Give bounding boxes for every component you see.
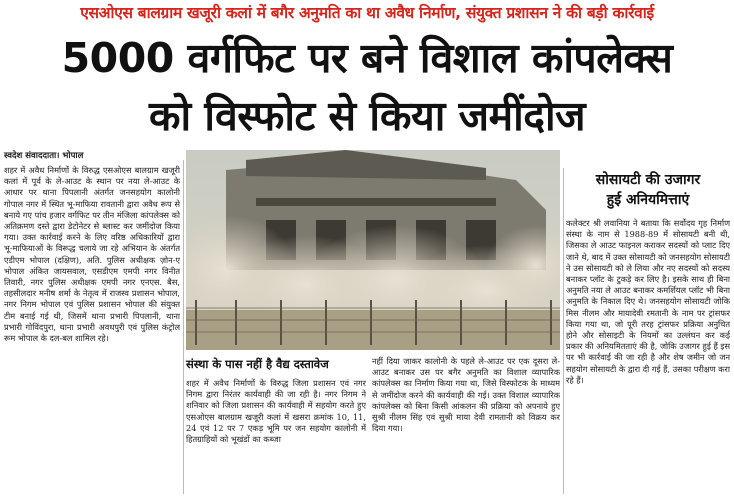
main-headline-line-1: 5000 वर्गफिट पर बने विशाल कांपलेक्स bbox=[61, 34, 673, 82]
news-photo bbox=[186, 150, 560, 350]
column-divider bbox=[183, 160, 184, 494]
main-headline-line-2: को विस्फोट से किया जमींदोज bbox=[148, 92, 586, 140]
sidebar-heading bbox=[566, 170, 730, 210]
sidebar-column bbox=[566, 218, 730, 490]
article-text-1: शहर में अवैध निर्माणों के विरुद्ध एसओएस बालग्राम खजूरी कलां में पूर्व के ले-आउट के स्थान पर नया ले-आउट के आधार पर थाना पिपलानी अंतर्गत जनसहयोग कालोनी गोपाल नगर में स्थित भू-माफिया रावतानी द्वारा अवैध रूप से बनाये गए पांच हजार वर्गफिट पर तीन मंजिला कांपलेक्स को अतिक्रमण दस्ते द्वारा डेटोनेटर से ब्लास्ट कर जमींदोज किया गया। उक्त कार्रवाई करने के लिए वरिष्ठ अधिकारियों द्वारा भू-माफियाओं के विरूद्ध चलाये जा रहे अभियान के अंतर्गत एडीएम भोपाल (दक्षिण), अति. पुलिस अधीक्षक ज़ोन-ए भोपाल अंकित जायसवाल, एसडीएम एमपी नगर विनीत तिवारी, नगर पुलिस अधीक्षक एमपी नगर एनएस. बैस, तहसीलदार मनीष शर्मा के नेतृत्व में राजस्व प्रशासन भोपाल, नगर निगम भोपाल एवं पुलिस प्रशासन भोपाल की संयुक्त टीम बनाई गई थी, जिसमें थाना प्रभारी पिपलानी, थाना प्रभारी गोविंदपुरा, थाना प्रभारी अवधपुरी एवं पुलिस कंट्रोल रूम भोपाल के दल-बल शामिल रहे। bbox=[4, 165, 180, 344]
demolition-photo-illustration bbox=[186, 150, 560, 350]
byline: स्वदेश संवाददाता। भोपाल bbox=[4, 151, 84, 161]
article-text-2: शहर में अवैध निर्माणों के विरुद्ध जिला प्रशासन एवं नगर निगम द्वारा निरंतर कार्यवाही की जा रही है। नगर निगम ने शनिवार को जिला प्रशासन की कार्यवाही में सहयोग करते हुए एसओएस बालग्राम खजूरी कलां में खसरा क्रमांक 10, 11, 24 एवं 12 पर 7 एकड़ भूमि पर जन सहयोग कालोनी में हितग्राहियों को भूखंडों का कब्जा bbox=[186, 378, 366, 445]
sidebar-heading-line-2: हुई अनियमित्ताएं bbox=[606, 192, 690, 208]
article-column-2 bbox=[186, 378, 366, 494]
article-text-3: नहीं दिया जाकर कालोनी के पहले ले-आउट पर एक दूसरा ले-आउट बनाकर उस पर बगैर अनुमति का विशाल व्यापारिक कांपलेक्स का निर्माण किया गया था, जिसे विस्फोटक के माध्यम से जमींदोज करने की कार्यवाही की गई। उक्त विशाल व्यापारिक कांपलेक्स को बिना किसी आंकलन की प्रक्रिया को अपनाये हुए सुश्री नीलम सिंह एवं सुश्री माया देवी रामतानी को विक्रय कर दिया गया। bbox=[372, 356, 560, 434]
subheading: संस्था के पास नहीं है वैद्य दस्तावेज bbox=[186, 354, 368, 374]
kicker-headline: एसओएस बालग्राम खजूरी कलां में बगैर अनुमति का था अवैध निर्माण, संयुक्त प्रशासन ने की बड़ी कार्रवाई bbox=[0, 0, 734, 26]
article-column-1 bbox=[4, 165, 180, 493]
sidebar-heading-line-1: सोसायटी की उजागर bbox=[595, 172, 701, 188]
sidebar-text: कलेक्टर श्री लवानिया ने बताया कि सर्वोदय गृह निर्माण संस्था के नाम से 1988-89 में सोसायटी बनी थी, जिसका ले आउट फाइनल कराकर सदस्यों को प्लाट दिए जाने थे, बाद में उक्त सोसायटी को जनसहयोग सोसायटी ने उस सोसायटी को ले लिया और नए सदस्यों को सदस्य बनाकर प्लॉट के टुकड़े कर लिए है। इसके साथ ही बिना अनुमति नया ले आउट बनाकर कमर्शियल प्लॉट भी बिना अनुमति के निकाल दिए थे। जनसहयोग सोसायटी जोकि मिस नीलम और मायादेवी रमतानी के नाम पर ट्रांसफर किया गया था, जो पूरी तरह ट्रांसफर प्रक्रिया अनुचित होने और सोसाइटी के नियमों का उल्लंघन कर कई प्रकार की अनियमितताएं की है, जोकि उजागर हुई हैं इस पर भी कार्रवाई की जा रही है और शेष जमीन जो जन सहयोग सोसायटी के द्वारा दी गई हैं, उसका परीक्षण करा रहे हैं। bbox=[566, 218, 730, 385]
column-divider bbox=[563, 168, 564, 494]
article-column-3 bbox=[372, 356, 560, 494]
